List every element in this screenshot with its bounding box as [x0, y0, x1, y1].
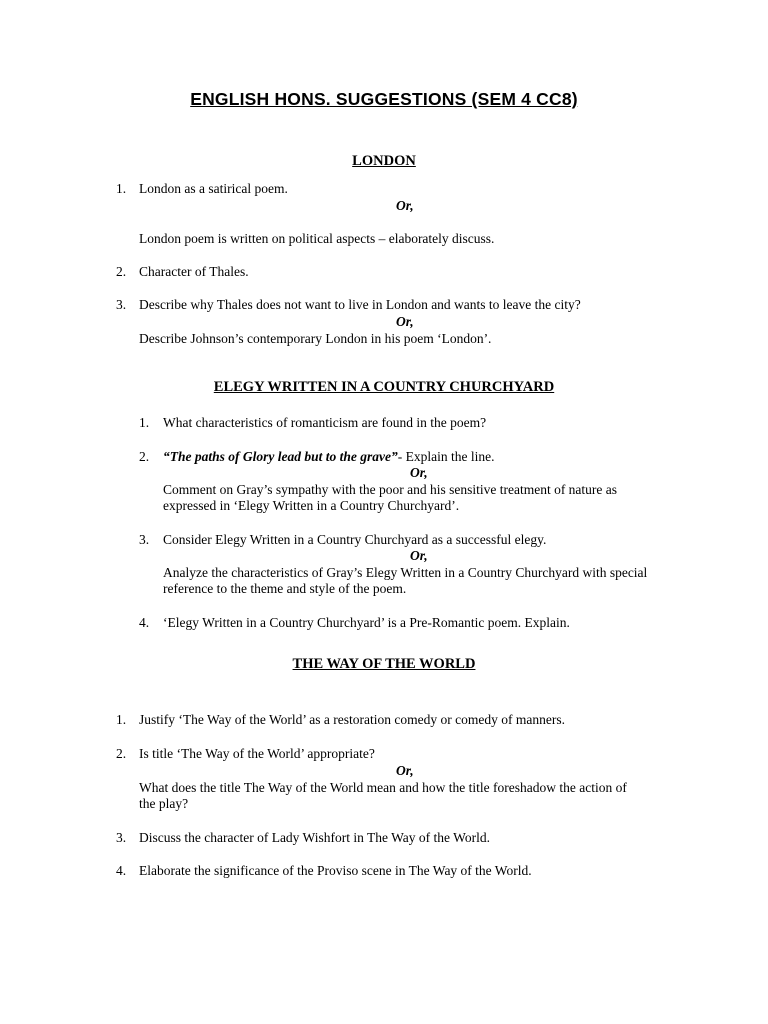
alternative-question-text: Analyze the characteristics of Gray’s Elegy Written in a Country Churchyard with special [163, 565, 648, 580]
question-text: Discuss the character of Lady Wishfort in The Way of the World. [139, 830, 490, 845]
question-text: Character of Thales. [139, 264, 249, 279]
item-number: 3. [116, 830, 127, 845]
section-heading-london: LONDON [352, 153, 416, 169]
or-label: Or, [396, 198, 414, 213]
item-number: 1. [139, 415, 150, 430]
question-text: ‘Elegy Written in a Country Churchyard’ is a Pre-Romantic poem. Explain. [163, 615, 570, 630]
or-label: Or, [410, 465, 428, 480]
item-number: 1. [116, 181, 127, 196]
alternative-question-text: reference to the theme and style of the poem. [163, 581, 407, 596]
item-number: 4. [116, 863, 127, 878]
item-number: 2. [116, 746, 127, 761]
alternative-question-text: London poem is written on political aspects – elaborately discuss. [139, 231, 495, 246]
question-text: Describe why Thales does not want to live in London and wants to leave the city? [139, 297, 581, 312]
item-number: 2. [139, 449, 150, 464]
alternative-question-text: the play? [139, 796, 189, 811]
item-number: 3. [116, 297, 127, 312]
quoted-line: “The paths of Glory lead but to the grave” [163, 449, 398, 464]
item-number: 2. [116, 264, 127, 279]
item-number: 1. [116, 712, 127, 727]
question-text: Elaborate the significance of the Proviso scene in The Way of the World. [139, 863, 532, 878]
section-heading-way-of-the-world: THE WAY OF THE WORLD [292, 656, 476, 672]
page-title: ENGLISH HONS. SUGGESTIONS (SEM 4 CC8) [190, 89, 578, 109]
question-text: Justify ‘The Way of the World’ as a restoration comedy or comedy of manners. [139, 712, 565, 727]
item-number: 4. [139, 615, 150, 630]
question-text: London as a satirical poem. [139, 181, 288, 196]
section-heading-elegy: ELEGY WRITTEN IN A COUNTRY CHURCHYARD [213, 379, 555, 395]
alternative-question-text: expressed in ‘Elegy Written in a Country Churchyard’. [163, 498, 460, 513]
question-suffix: - Explain the line. [397, 449, 495, 464]
question-text: Is title ‘The Way of the World’ appropriate? [139, 746, 375, 761]
alternative-question-text: Comment on Gray’s sympathy with the poor and his sensitive treatment of nature as [163, 482, 618, 497]
question-text [163, 448, 494, 465]
alternative-question-text: Describe Johnson’s contemporary London in his poem ‘London’. [139, 331, 492, 346]
or-label: Or, [396, 763, 414, 778]
question-text: Consider Elegy Written in a Country Churchyard as a successful elegy. [163, 532, 547, 547]
item-number: 3. [139, 532, 150, 547]
question-text: What characteristics of romanticism are found in the poem? [163, 415, 487, 430]
or-label: Or, [396, 314, 414, 329]
alternative-question-text: What does the title The Way of the World mean and how the title foreshadow the action of [139, 780, 627, 795]
or-label: Or, [410, 548, 428, 563]
